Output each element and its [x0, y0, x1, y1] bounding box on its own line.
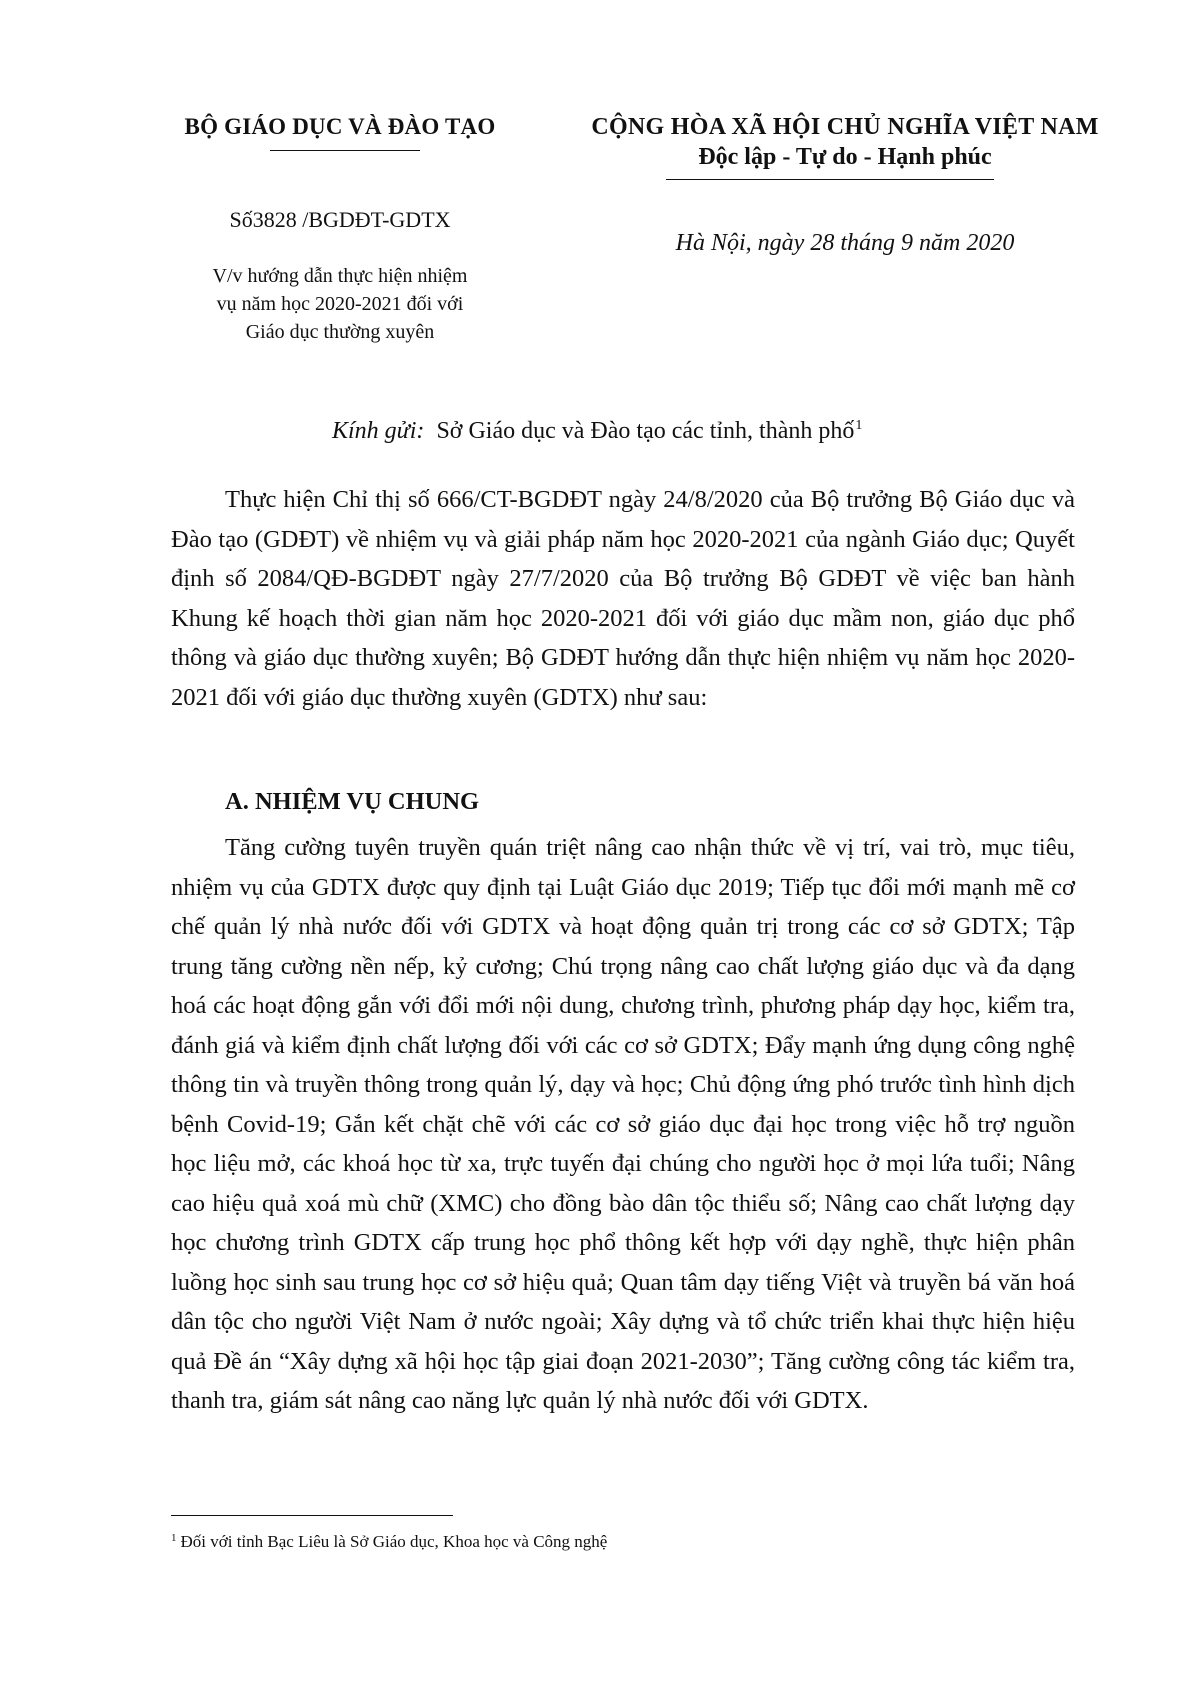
document-subject — [150, 262, 530, 346]
nation-header — [560, 112, 1130, 172]
footnote-separator — [171, 1515, 453, 1516]
motto-underline — [666, 179, 994, 180]
issue-date: Hà Nội, ngày 28 tháng 9 năm 2020 — [675, 230, 1015, 256]
recipient-text: Sở Giáo dục và Đào tạo các tỉnh, thành phố — [436, 418, 855, 444]
recipient-label: Kính gửi: — [332, 418, 425, 444]
footnote-text: Đối với tỉnh Bạc Liêu là Sở Giáo dục, Khoa học và Công nghệ — [180, 1532, 608, 1551]
ministry-underline — [270, 150, 420, 151]
subject-line: Giáo dục thường xuyên — [245, 321, 435, 343]
subject-line: V/v hướng dẫn thực hiện nhiệm — [212, 265, 468, 287]
section-heading: A. NHIỆM VỤ CHUNG — [225, 788, 480, 815]
intro-paragraph: Thực hiện Chỉ thị số 666/CT-BGDĐT ngày 24/8/2020 của Bộ trưởng Bộ Giáo dục và Đào tạo (GDĐT) về nhiệm vụ và giải pháp năm học 2020-2021 của ngành Giáo dục; Quyết định số 2084/QĐ-BGDĐT ngày 27/7/2020 của Bộ trưởng Bộ GDĐT về việc ban hành Khung kế hoạch thời gian năm học 2020-2021 đối với giáo dục mầm non, giáo dục phổ thông và giáo dục thường xuyên; Bộ GDĐT hướng dẫn thực hiện nhiệm vụ năm học 2020-2021 đối với giáo dục thường xuyên (GDTX) như sau: — [171, 486, 1075, 711]
document-number: Số3828 /BGDĐT-GDTX — [229, 207, 451, 232]
ministry-name: BỘ GIÁO DỤC VÀ ĐÀO TẠO — [184, 114, 496, 139]
recipient-line — [332, 411, 862, 446]
nation-title: CỘNG HÒA XÃ HỘI CHỦ NGHĨA VIỆT NAM — [591, 114, 1099, 140]
footnote-mark: 1 — [171, 1532, 177, 1544]
subject-line: vụ năm học 2020-2021 đối với — [216, 293, 464, 315]
ministry-header — [150, 112, 530, 142]
footnote-reference[interactable]: 1 — [855, 418, 863, 433]
footnote — [171, 1527, 607, 1553]
national-motto: Độc lập - Tự do - Hạnh phúc — [698, 144, 992, 170]
section-paragraph: Tăng cường tuyên truyền quán triệt nâng cao nhận thức về vị trí, vai trò, mục tiêu, nhiệm vụ của GDTX được quy định tại Luật Giáo dục 2019; Tiếp tục đổi mới mạnh mẽ cơ chế quản lý nhà nước đối với GDTX và hoạt động quản trị trong các cơ sở GDTX; Tập trung tăng cường nền nếp, kỷ cương; Chú trọng nâng cao chất lượng giáo dục và đa dạng hoá các hoạt động gắn với đổi mới nội dung, chương trình, phương pháp dạy học, kiểm tra, đánh giá và kiểm định chất lượng đối với các cơ sở GDTX; Đẩy mạnh ứng dụng công nghệ thông tin và truyền thông trong quản lý, dạy và học; Chủ động ứng phó trước tình hình dịch bệnh Covid-19; Gắn kết chặt chẽ với các cơ sở giáo dục đại học trong việc hỗ trợ nguồn học liệu mở, các khoá học từ xa, trực tuyến đại chúng cho người học ở mọi lứa tuổi; Nâng cao hiệu quả xoá mù chữ (XMC) cho đồng bào dân tộc thiểu số; Nâng cao chất lượng dạy học chương trình GDTX cấp trung học phổ thông kết hợp với dạy nghề, thực hiện phân luồng học sinh sau trung học cơ sở hiệu quả; Quan tâm dạy tiếng Việt và truyền bá văn hoá dân tộc cho người Việt Nam ở nước ngoài; Xây dựng và tổ chức triển khai thực hiện hiệu quả Đề án “Xây dựng xã hội học tập giai đoạn 2021-2030”; Tăng cường công tác kiểm tra, thanh tra, giám sát nâng cao năng lực quản lý nhà nước đối với GDTX. — [171, 834, 1075, 1414]
